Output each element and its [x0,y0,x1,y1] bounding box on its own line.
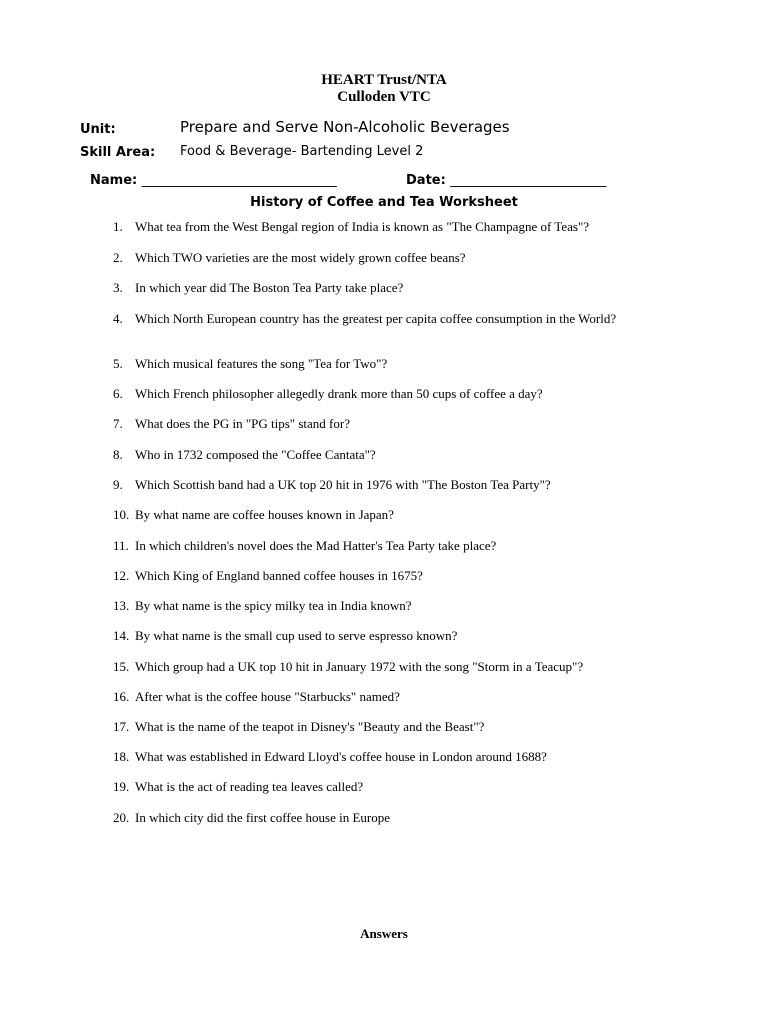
question-number: 4. [113,311,123,326]
question-number: 15. [113,659,130,674]
question-text: Which North European country has the greatest per capita coffee consumption in the World? [135,311,617,326]
question-text: What is the act of reading tea leaves called? [135,779,364,794]
question-item [113,250,673,266]
question-text: In which year did The Boston Tea Party take place? [135,280,404,295]
question-number: 8. [113,447,123,462]
question-number: 2. [113,250,123,265]
question-number: 20. [113,810,130,825]
skill-area-label: Skill Area: [80,145,156,160]
question-text: By what name are coffee houses known in Japan? [135,507,394,522]
question-item [113,507,673,523]
question-item [113,598,673,614]
question-number: 5. [113,356,123,371]
question-item [113,386,673,402]
question-text: By what name is the small cup used to serve espresso known? [135,628,458,643]
question-text: Which King of England banned coffee houses in 1675? [135,568,423,583]
question-item [113,538,673,554]
question-item [113,477,673,493]
question-text: What was established in Edward Lloyd's coffee house in London around 1688? [135,749,547,764]
date-label: Date: [406,173,446,188]
question-text: In which children's novel does the Mad Hatter's Tea Party take place? [135,538,497,553]
question-number: 1. [113,219,123,234]
answers-heading: Answers [360,926,408,941]
question-text: After what is the coffee house "Starbucks" named? [135,689,400,704]
question-item [113,810,673,826]
question-number: 6. [113,386,123,401]
question-item [113,356,673,372]
question-item [113,280,673,296]
question-text: Which Scottish band had a UK top 20 hit in 1976 with "The Boston Tea Party"? [135,477,551,492]
question-number: 7. [113,416,123,431]
unit-label: Unit: [80,122,116,137]
date-blank: ________________________ [450,173,607,188]
org-name: HEART Trust/NTA [321,72,447,88]
question-number: 17. [113,719,130,734]
question-number: 3. [113,280,123,295]
name-blank: ______________________________ [141,173,337,188]
worksheet-title: History of Coffee and Tea Worksheet [250,195,518,210]
question-number: 11. [113,538,129,553]
question-text: What is the name of the teapot in Disney's "Beauty and the Beast"? [135,719,485,734]
question-number: 9. [113,477,123,492]
question-text: Which musical features the song "Tea for Two"? [135,356,388,371]
question-item [113,568,673,584]
question-text: Who in 1732 composed the "Coffee Cantata"? [135,447,376,462]
question-number: 14. [113,628,130,643]
question-item [113,659,673,675]
question-text: Which group had a UK top 10 hit in January 1972 with the song "Storm in a Teacup"? [135,659,584,674]
question-number: 19. [113,779,130,794]
question-text: Which TWO varieties are the most widely grown coffee beans? [135,250,466,265]
org-campus: Culloden VTC [337,89,431,105]
question-item [113,219,673,235]
question-item [113,628,673,644]
question-item [113,416,673,432]
question-text: What tea from the West Bengal region of India is known as "The Champagne of Teas"? [135,219,590,234]
question-item [113,689,673,705]
question-number: 10. [113,507,130,522]
name-field [90,173,337,188]
question-item [113,749,673,765]
question-text: By what name is the spicy milky tea in India known? [135,598,412,613]
question-text: In which city did the first coffee house in Europe [135,810,390,825]
question-text: What does the PG in "PG tips" stand for? [135,416,350,431]
question-number: 12. [113,568,130,583]
name-label: Name: [90,173,138,188]
question-item [113,311,673,327]
question-item [113,447,673,463]
question-number: 16. [113,689,130,704]
question-item [113,719,673,735]
unit-value: Prepare and Serve Non-Alcoholic Beverages [180,118,510,136]
question-text: Which French philosopher allegedly drank more than 50 cups of coffee a day? [135,386,543,401]
question-number: 13. [113,598,130,613]
date-field [406,173,606,188]
question-number: 18. [113,749,130,764]
question-item [113,779,673,795]
skill-area-value: Food & Beverage- Bartending Level 2 [180,144,424,159]
